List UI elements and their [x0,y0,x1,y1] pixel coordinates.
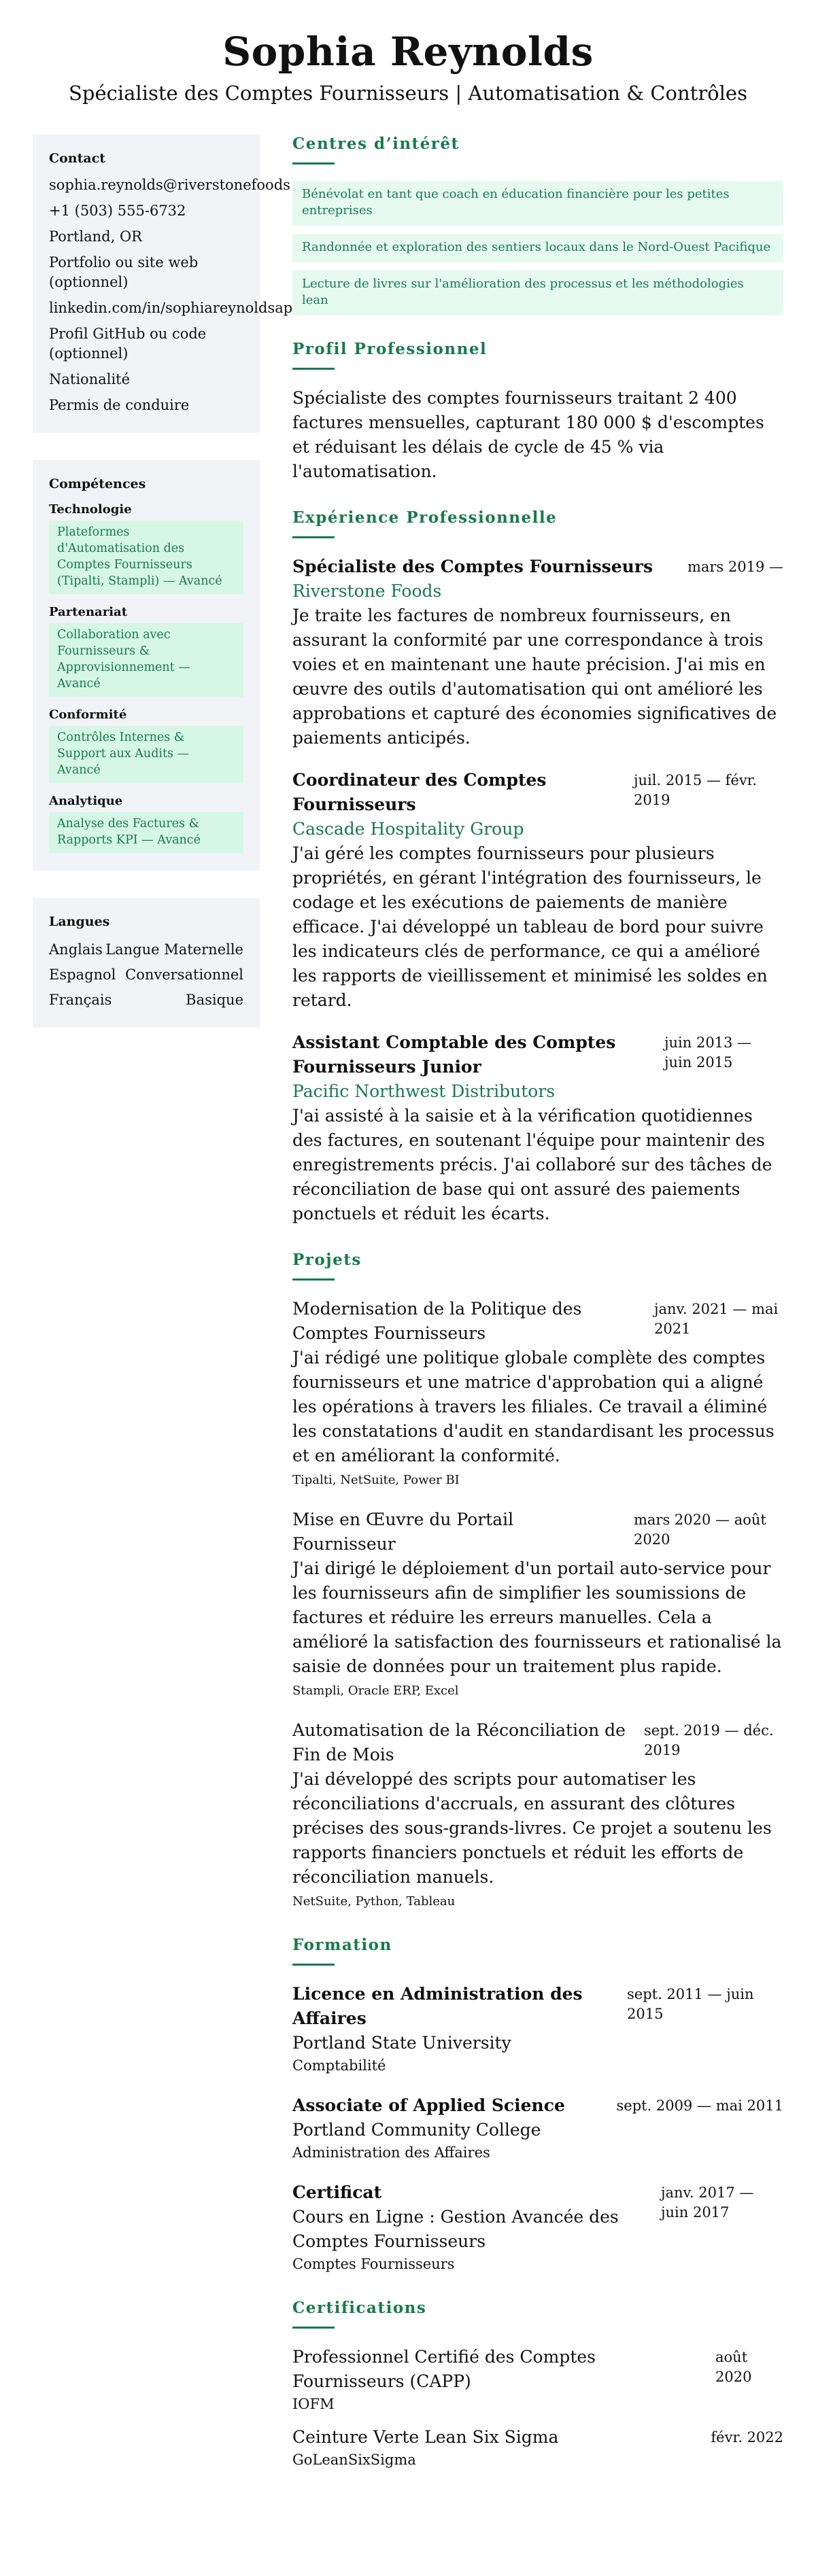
interest-item: Bénévolat en tant que coach en éducation financière pour les petites entreprises [292,181,783,226]
skill-category: Analytique [49,794,123,808]
language-name: Espagnol [49,967,116,983]
section-divider [292,1278,335,1281]
main-content [292,135,783,2494]
project-name: Mise en Œuvre du Portail Fournisseur [292,1510,514,1554]
job-dates: mars 2019 — [687,559,783,575]
language-row [49,990,243,1010]
experience-entry [292,1030,783,1226]
contact-box [33,135,293,433]
contact-github[interactable]: Profil GitHub ou code (optionnel) [49,326,207,362]
section-title: Expérience Professionnelle [292,508,558,527]
skill-badge: Collaboration avec Fournisseurs & Approvisionnement — Avancé [49,623,243,697]
project-dates: janv. 2021 — mai 2021 [654,1301,779,1337]
experience-section [292,508,783,1226]
project-description: J'ai rédigé une politique globale complète des comptes fournisseurs et une matrice d'approbation qui a aligné les opérations à travers les filiales. Ce travail a éliminé les constatations d'audit en standardisant les processus et en améliorant la conformité. [292,1348,775,1465]
candidate-name: Sophia Reynolds [222,29,594,75]
section-divider [292,536,335,538]
skill-badge: Plateformes d'Automatisation des Comptes Fournisseurs (Tipalti, Stampli) — Avancé [49,521,243,594]
company-name: Riverstone Foods [292,581,442,601]
contact-linkedin[interactable]: linkedin.com/in/sophiareynoldsap [49,300,293,316]
language-row [49,940,243,960]
job-title: Spécialiste des Comptes Fournisseurs [292,557,653,576]
job-title: Coordinateur des Comptes Fournisseurs [292,770,547,814]
job-title: Assistant Comptable des Comptes Fournisseurs Junior [292,1032,616,1077]
section-title: Profil Professionnel [292,340,488,358]
experience-entry [292,555,783,750]
skill-category: Partenariat [49,605,128,619]
company-name: Cascade Hospitality Group [292,819,524,839]
language-row [49,965,243,985]
job-dates: juin 2013 — juin 2015 [664,1034,752,1071]
certification-entry [292,2425,783,2470]
field-of-study: Comptes Fournisseurs [292,2256,455,2272]
certification-issuer: GoLeanSixSigma [292,2452,416,2468]
section-title: Centres d’intérêt [292,135,460,153]
language-level: Basique [186,992,243,1008]
candidate-title: Spécialiste des Comptes Fournisseurs | Automatisation & Contrôles [69,82,747,105]
skill-group [49,502,243,594]
skill-group [49,794,243,853]
section-divider [292,368,335,370]
certification-name: Ceinture Verte Lean Six Sigma [292,2427,559,2447]
school-name: Portland Community College [292,2120,541,2140]
projects-section [292,1251,783,1911]
section-title: Projets [292,1251,362,1269]
language-level: Conversationnel [125,967,243,983]
project-tech: Stampli, Oracle ERP, Excel [292,1684,459,1698]
contact-license: Permis de conduire [49,397,190,413]
skill-category: Conformité [49,708,127,722]
project-tech: NetSuite, Python, Tableau [292,1894,456,1909]
interests-section [292,135,783,315]
education-entry [292,1982,783,2076]
company-name: Pacific Northwest Distributors [292,1081,556,1101]
project-entry [292,1718,783,1911]
degree-name: Associate of Applied Science [292,2095,565,2115]
education-entry [292,2093,783,2163]
project-name: Automatisation de la Réconciliation de Fin de Mois [292,1720,626,1764]
skill-category: Technologie [49,502,132,517]
project-description: J'ai développé des scripts pour automatiser les réconciliations d'accruals, en assurant des clôtures précises des sous-grands-livres. Ce projet a soutenu les rapports financiers ponctuels et réduit les efforts de réconciliation manuels. [292,1769,772,1887]
certification-entry [292,2345,783,2414]
education-dates: janv. 2017 — juin 2017 [661,2185,754,2221]
section-divider [292,2327,335,2329]
resume-header [0,0,816,106]
contact-portfolio[interactable]: Portfolio ou site web (optionnel) [49,254,199,290]
languages-title: Langues [49,914,110,929]
job-dates: juil. 2015 — févr. 2019 [634,772,758,808]
certifications-section [292,2299,783,2470]
job-description: J'ai géré les comptes fournisseurs pour plusieurs propriétés, en gérant l'intégration des fournisseurs, le codage et les exécutions de paiements de manière efficace. J'ai développé un tableau de bord pour suivre les indicateurs clés de performance, ce qui a amélioré les rapports de vieillissement et minimisé les soldes en retard. [292,843,768,1010]
project-dates: sept. 2019 — déc. 2019 [644,1722,774,1758]
contact-title: Contact [49,151,106,166]
section-title: Certifications [292,2299,427,2317]
school-name: Cours en Ligne : Gestion Avancée des Comptes Fournisseurs [292,2207,619,2251]
profile-summary: Spécialiste des comptes fournisseurs traitant 2 400 factures mensuelles, capturant 180 000 $ d'escomptes et réduisant les délais de cycle de 45 % via l'automatisation. [292,388,764,481]
interest-item: Lecture de livres sur l'amélioration des processus et les méthodologies lean [292,271,783,315]
project-entry [292,1297,783,1490]
project-description: J'ai dirigé le déploiement d'un portail auto-service pour les fournisseurs afin de simplifier les soumissions de factures et réduire les erreurs manuelles. Cela a amélioré la satisfaction des fournisseurs et rationalisé la saisie de données pour un traitement plus rapide. [292,1559,782,1676]
degree-name: Licence en Administration des Affaires [292,1984,583,2028]
language-name: Français [49,992,112,1008]
skill-badge: Contrôles Internes & Support aux Audits — Avancé [49,726,243,783]
contact-email[interactable]: sophia.reynolds@riverstonefoods [49,177,290,193]
skills-title: Compétences [49,476,146,491]
education-dates: sept. 2009 — mai 2011 [616,2098,783,2114]
education-section [292,1936,783,2274]
certification-date: févr. 2022 [711,2429,783,2446]
section-title: Formation [292,1936,392,1954]
skill-group [49,708,243,783]
job-description: Je traite les factures de nombreux fournisseurs, en assurant la conformité par une correspondance à trois voies et en maintenant une haute précision. J'ai mis en œuvre des outils d'automatisation qui ont amélioré les approbations et capturé des économies significatives de paiements anticipés. [292,606,777,748]
degree-block [292,2180,632,2254]
field-of-study: Comptabilité [292,2057,386,2074]
education-dates: sept. 2011 — juin 2015 [627,1986,754,2022]
project-entry [292,1508,783,1701]
sidebar [33,135,293,1055]
skill-badge: Analyse des Factures & Rapports KPI — Avancé [49,812,243,853]
education-entry [292,2180,783,2274]
contact-phone[interactable]: +1 (503) 555-6732 [49,203,186,219]
interest-item: Randonnée et exploration des sentiers locaux dans le Nord-Ouest Pacifique [292,234,783,262]
section-divider [292,1964,335,1966]
project-dates: mars 2020 — août 2020 [634,1512,766,1548]
skill-group [49,605,243,697]
language-level: Langue Maternelle [105,941,243,958]
job-description: J'ai assisté à la saisie et à la vérification quotidiennes des factures, en soutenant l'équipe pour maintenir des enregistrements précis. J'ai collaboré sur des tâches de réconciliation de base qui ont assuré des paiements ponctuels et réduit les écarts. [292,1106,772,1223]
section-divider [292,162,335,164]
field-of-study: Administration des Affaires [292,2144,490,2161]
certification-name: Professionnel Certifié des Comptes Fournisseurs (CAPP) [292,2347,596,2391]
language-name: Anglais [49,941,103,958]
experience-entry [292,768,783,1013]
certification-issuer: IOFM [292,2396,335,2412]
project-name: Modernisation de la Politique des Comptes Fournisseurs [292,1299,582,1343]
contact-location: Portland, OR [49,228,142,245]
certification-date: août 2020 [715,2349,752,2385]
school-name: Portland State University [292,2033,511,2053]
degree-name: Certificat [292,2182,382,2202]
contact-nationality: Nationalité [49,371,131,387]
languages-box [33,898,260,1028]
skills-box [33,460,260,871]
profile-section [292,340,783,484]
project-tech: Tipalti, NetSuite, Power BI [292,1473,460,1487]
